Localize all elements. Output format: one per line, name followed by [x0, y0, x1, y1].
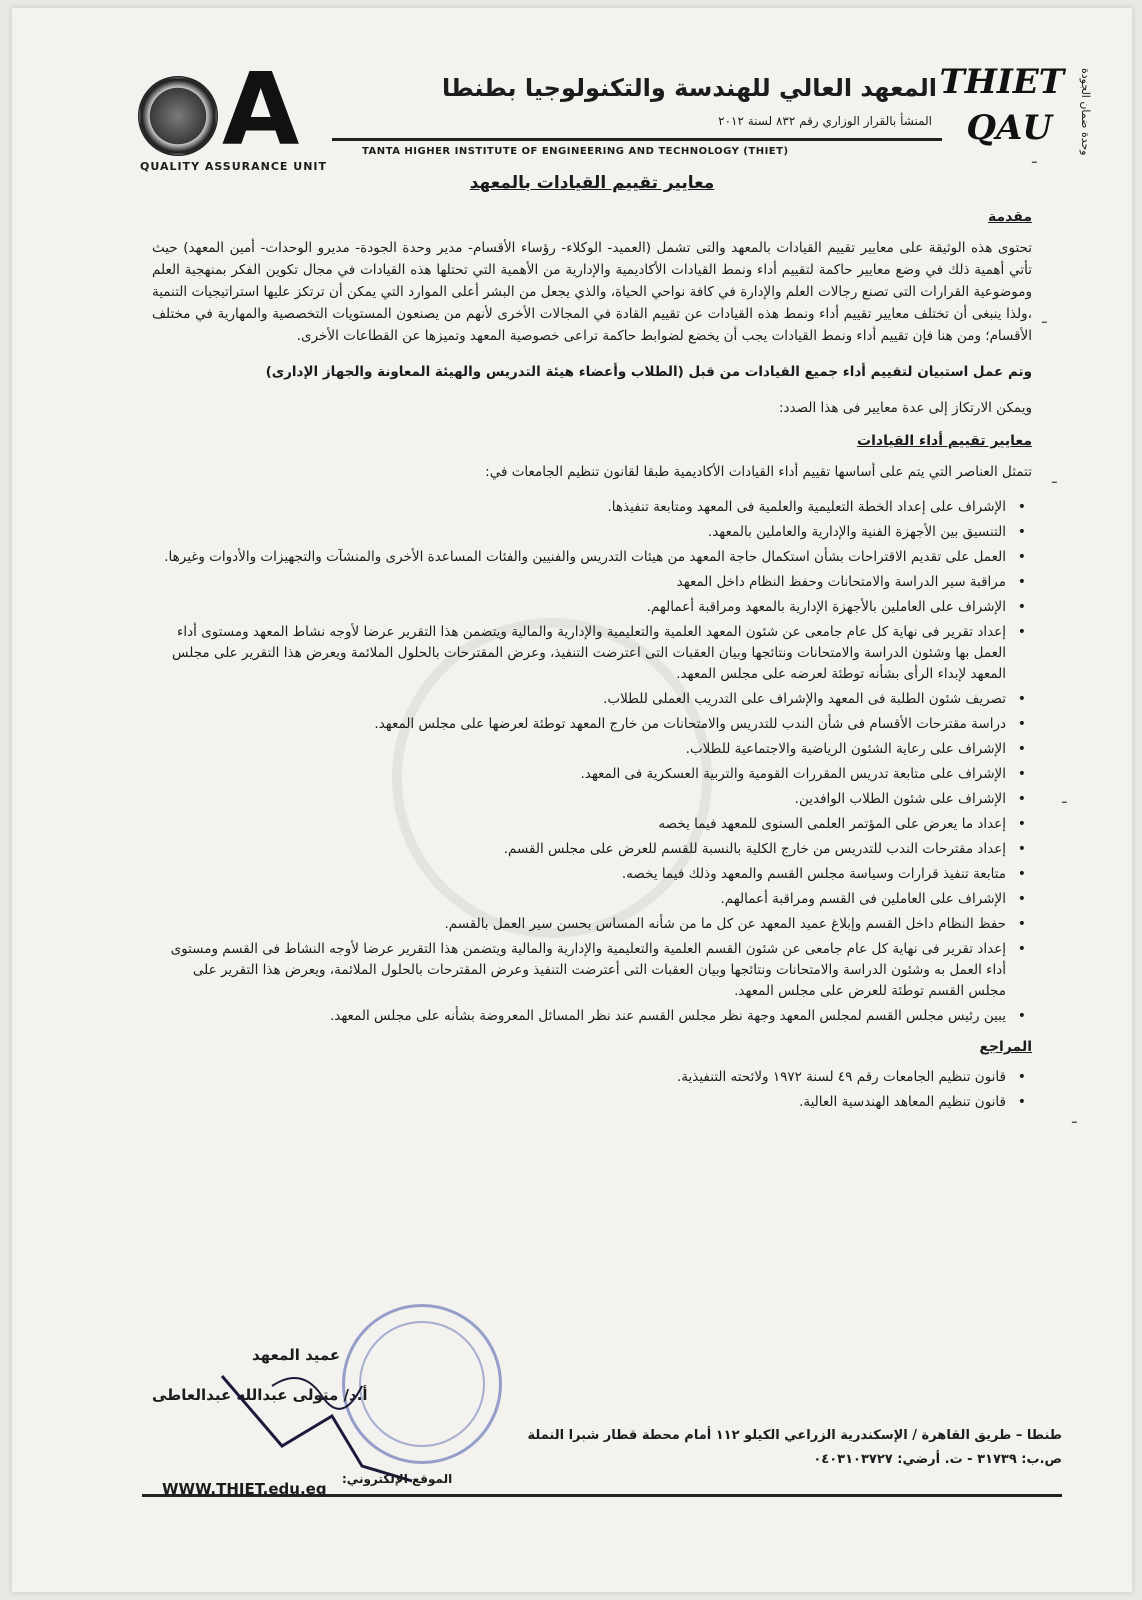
thiet-logo-text: THIET: [939, 62, 1064, 102]
list-item: • الإشراف على رعاية الشئون الرياضية والاجتماعية للطلاب.: [152, 739, 1026, 760]
list-item: • حفظ النظام داخل القسم وإبلاغ عميد المعهد عن كل ما من شأنه المساس بحسن سير العمل بالقسم.: [152, 914, 1026, 935]
list-item: • العمل على تقديم الاقتراحات بشأن استكمال حاجة المعهد من هيئات التدريس والفنيين والفئات المساعدة الأخرى والمنشآت والتجهيزات والأدوات وغيرها.: [152, 547, 1026, 568]
qa-unit-label: QUALITY ASSURANCE UNIT: [140, 160, 327, 173]
margin-mark: ـ: [1042, 308, 1047, 327]
list-item: • إعداد ما يعرض على المؤتمر العلمى السنوى للمعهد فيما يخصه: [152, 814, 1026, 835]
footer-contact: ص.ب: ٣١٧٣٩ - ت. أرضي: ٠٤٠٣١٠٣٧٢٧: [813, 1452, 1062, 1467]
institute-name-ar: المعهد العالي للهندسة والتكنولوجيا بطنطا: [441, 74, 937, 102]
institute-decree: المنشأ بالقرار الوزاري رقم ٨٣٢ لسنة ٢٠١٢: [718, 114, 932, 128]
footer-website[interactable]: WWW.THIET.edu.eg: [162, 1480, 327, 1498]
list-item: • الإشراف على متابعة تدريس المقررات القومية والتربية العسكرية فى المعهد.: [152, 764, 1026, 785]
signature-block: [152, 1346, 492, 1436]
list-item: • إعداد مقترحات الندب للتدريس من خارج الكلية بالنسبة للقسم للعرض على مجلس القسم.: [152, 839, 1026, 860]
margin-mark: ـ: [1072, 1108, 1077, 1127]
logo-letter: A: [222, 51, 300, 168]
list-item: • يبين رئيس مجلس القسم لمجلس المعهد وجهة نظر مجلس القسم عند نظر المسائل المعروضة بشأنه على مجلس المعهد.: [152, 1006, 1026, 1027]
criteria-intro: ويمكن الارتكاز إلى عدة معايير فى هذا الصدد:: [778, 400, 1032, 416]
criteria-heading: معايير تقييم أداء القيادات: [857, 433, 1032, 449]
letterhead: [132, 51, 1092, 173]
reference-item: • قانون تنظيم المعاهد الهندسية العالية.: [152, 1092, 1026, 1113]
document-sheet: [12, 8, 1132, 1592]
list-item: • الإشراف على العاملين بالأجهزة الإدارية بالمعهد ومراقبة أعمالهم.: [152, 597, 1026, 618]
document-body: [152, 173, 1032, 1125]
qau-logo-text: QAU: [966, 108, 1052, 148]
qa-unit-logo: [132, 51, 332, 173]
header-rule: [332, 138, 942, 141]
list-item: • الإشراف على إعداد الخطة التعليمية والعلمية فى المعهد ومتابعة تنفيذها.: [152, 497, 1026, 518]
criteria-list: [152, 497, 1032, 1027]
institute-seal-icon: [138, 76, 218, 156]
institute-name-en: TANTA HIGHER INSTITUTE OF ENGINEERING AND TECHNOLOGY (THIET): [362, 146, 789, 157]
footer-website-label: الموقع الإلكتروني:: [342, 1472, 453, 1486]
list-item: • إعداد تقرير فى نهاية كل عام جامعى عن شئون القسم العلمية والتعليمية والإدارية والمالية ويتضمن هذا التقرير عرضا لأوجه النشاط فى القسم ومستوى أداء العمل به وشئون الدراسة والامتحانات ونتائجها وبيان العقبات التى أعترضت التنفيذ وعرض المقترحات بالحلول الملائمة، ويعرض هذا التقرير على مجلس القسم توطئة للعرض على مجلس المعهد.: [152, 939, 1026, 1002]
references-list: [152, 1067, 1032, 1113]
margin-mark: ـ: [1062, 788, 1067, 807]
list-item: • الإشراف على شئون الطلاب الوافدين.: [152, 789, 1026, 810]
list-item: • تصريف شئون الطلبة فى المعهد والإشراف على التدريب العملى للطلاب.: [152, 689, 1026, 710]
survey-paragraph: وتم عمل استبيان لتقييم أداء جميع القيادات من قبل (الطلاب وأعضاء هيئة التدريس والهيئة المعاونة والجهاز الإدارى): [265, 364, 1032, 380]
list-item: • إعداد تقرير فى نهاية كل عام جامعى عن شئون المعهد العلمية والتعليمية والإدارية والمالية ويتضمن هذا التقرير عرضا لأوجه نشاط المعهد ومستوى أداء العمل بها وشئون الدراسة والامتحانات ونتائجها وبيان العقبات التى اعترضت التنفيذ، وعرض المقترحات بالحلول الملائمة ويعرض هذا التقرير على مجلس المعهد لإبداء الرأى بشأنه توطئة لعرضه على مجلس المعهد.: [152, 622, 1026, 685]
list-item: • متابعة تنفيذ قرارات وسياسة مجلس القسم والمعهد وذلك فيما يخصه.: [152, 864, 1026, 885]
list-item: • التنسيق بين الأجهزة الفنية والإدارية والعاملين بالمعهد.: [152, 522, 1026, 543]
logo-side-text: وحدة ضمان الجودة: [1079, 68, 1092, 156]
list-item: • دراسة مقترحات الأقسام فى شأن الندب للتدريس والامتحانات من خارج المعهد توطئة لعرضها على مجلس المعهد.: [152, 714, 1026, 735]
thiet-qau-logo: [939, 58, 1092, 158]
intro-heading: مقدمة: [988, 209, 1032, 225]
list-item: • مراقبة سير الدراسة والامتحانات وحفظ النظام داخل المعهد: [152, 572, 1026, 593]
reference-item: • قانون تنظيم الجامعات رقم ٤٩ لسنة ١٩٧٢ ولائحته التنفيذية.: [152, 1067, 1026, 1088]
margin-mark: ـ: [1032, 148, 1037, 167]
dean-name: أ.د/ متولى عبدالله عبدالعاطى: [152, 1386, 368, 1404]
intro-paragraph: تحتوى هذه الوثيقة على معايير تقييم القيادات بالمعهد والتى تشمل (العميد- الوكلاء- رؤساء الأقسام- مدير وحدة الجودة- مديرو الوحدات- أمين المعهد) حيث تأتي أهمية ذلك في وضع معايير حاكمة لتقييم أداء ونمط القيادات الأكاديمية والإدارية من الأهمية التي تحتلها هذه القيادات في مجال تكوين الفكر بمنهجية العلم وموضوعية القرارات التى تصنع رجالات العلم والإدارة في كافة نواحي الحياة، والذي يجعل من البشر أعلى الموارد التي يمكن أن ترتكز عليها استراتيجيات التنمية ،ولذا ينبغى أن تختلف معايير تقييم أداء ونمط هذه القيادات عن تقييم القادة في المجالات الأخرى لأنهم من يصنعون المستويات التخصصية والمهارية في مختلف الأقسام؛ ومن هنا فإن تقييم أداء ونمط القيادات يجب أن يخضع لضوابط حاكمة تراعى خصوصية المعهد وتميزها عن القطاعات الأخرى.: [152, 240, 1032, 344]
margin-mark: ـ: [1052, 468, 1057, 487]
dean-title: عميد المعهد: [252, 1346, 341, 1364]
document-title: معايير تقييم القيادات بالمعهد: [469, 173, 715, 193]
elements-intro: تتمثل العناصر التي يتم على أساسها تقييم أداء القيادات الأكاديمية طبقا لقانون تنظيم الجامعات في:: [485, 464, 1032, 480]
references-heading: المراجع: [979, 1039, 1032, 1055]
list-item: • الإشراف على العاملين فى القسم ومراقبة أعمالهم.: [152, 889, 1026, 910]
footer-address: طنطا – طريق القاهرة / الإسكندرية الزراعي الكيلو ١١٢ أمام محطة قطار شبرا النملة: [527, 1428, 1062, 1443]
page-footer: [142, 1428, 1062, 1538]
